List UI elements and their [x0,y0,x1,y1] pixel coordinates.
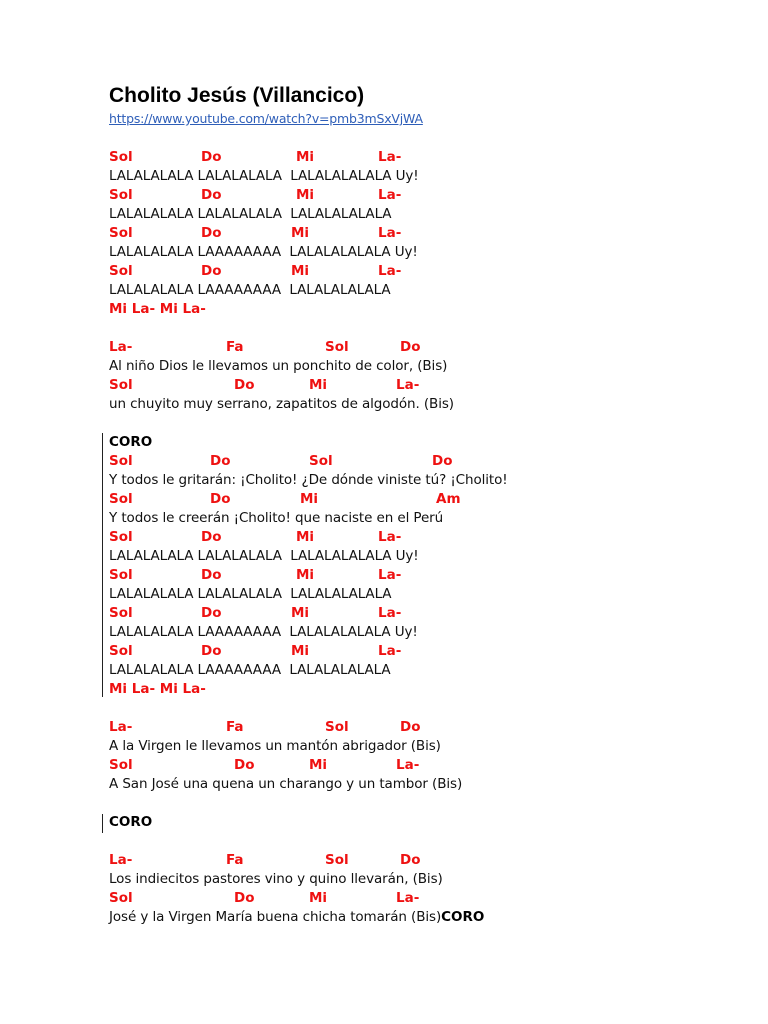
chord-line [109,224,709,243]
chord: Mi [291,225,310,241]
lyric-line: LALALALALA LALALALALA LALALALALALA [109,206,392,222]
inline-coro-label: CORO [441,909,485,925]
chord: Fa [226,719,244,735]
chord: La- [378,225,402,241]
chord: La- [396,377,420,393]
chord: La- [378,263,402,279]
chord: Mi [296,149,315,165]
coro-reference: CORO [109,814,153,830]
chord: Sol [109,757,133,773]
chord: Do [201,529,222,545]
chord-line [109,642,709,661]
chord-ending: Mi La- Mi La- [109,301,206,317]
chord: La- [378,187,402,203]
lyric-line: LALALALALA LALALALALA LALALALALALA [109,586,392,602]
chord: Sol [109,890,133,906]
lyric-line: un chuyito muy serrano, zapatitos de algodón. (Bis) [109,396,454,412]
chord: Do [201,263,222,279]
chord: Sol [109,377,133,393]
chord: La- [109,852,133,868]
chord: Sol [109,453,133,469]
chord: Mi [291,605,310,621]
chord: Sol [325,339,349,355]
chord: La- [378,567,402,583]
chord: La- [378,529,402,545]
chord: Do [201,225,222,241]
chord: Do [201,149,222,165]
lyric-line: LALALALALA LAAAAAAAA LALALALALALA [109,662,391,678]
chord: Sol [109,643,133,659]
chord: Mi [291,263,310,279]
chord: La- [378,605,402,621]
chord-line [109,604,709,623]
chord: Mi [309,757,328,773]
lyric-line: Los indiecitos pastores vino y quino llevarán, (Bis) [109,871,443,887]
chord: La- [396,757,420,773]
chord: Mi [291,643,310,659]
chord-ending: Mi La- Mi La- [109,681,206,697]
chord: Do [201,567,222,583]
youtube-link[interactable]: https://www.youtube.com/watch?v=pmb3mSxVjWA [109,111,423,126]
coro-margin-bar [102,433,103,697]
lyric-line: A San José una quena un charango y un tambor (Bis) [109,776,463,792]
chord: Do [201,187,222,203]
lyric-line: LALALALALA LAAAAAAAA LALALALALALA [109,282,391,298]
chord-line [109,148,709,167]
lyric-line-with-coro [109,908,709,927]
chord: Do [400,719,421,735]
chord: Do [201,643,222,659]
chord: Am [436,491,461,507]
chord-line [109,338,709,357]
coro-margin-bar [102,814,103,833]
chord-line [109,186,709,205]
chord: Sol [109,605,133,621]
chord: La- [378,643,402,659]
chord: Sol [325,719,349,735]
chord: Do [234,757,255,773]
chord: Do [432,453,453,469]
chord: Do [210,491,231,507]
chord: Mi [300,491,319,507]
chord: Sol [109,263,133,279]
chord: Sol [109,529,133,545]
chord: Fa [226,852,244,868]
chord: Sol [325,852,349,868]
chord: Mi [296,567,315,583]
song-title: Cholito Jesús (Villancico) [109,84,365,107]
chord-line [109,452,709,471]
chord-line [109,300,709,319]
chord-line [109,756,709,775]
chord-line [109,566,709,585]
chord-line [109,680,709,699]
chord-line [109,718,709,737]
lyric-text: José y la Virgen María buena chicha tomarán (Bis) [109,909,442,925]
lyric-line: LALALALALA LALALALALA LALALALALALA Uy! [109,168,419,184]
lyric-line: Y todos le gritarán: ¡Cholito! ¿De dónde viniste tú? ¡Cholito! [109,472,508,488]
chord: Do [400,852,421,868]
chord: Mi [296,529,315,545]
chord-line [109,851,709,870]
chord: Sol [109,491,133,507]
chord-line [109,490,709,509]
chord: Do [201,605,222,621]
chord: La- [378,149,402,165]
coro-heading: CORO [109,434,153,450]
chord: La- [109,339,133,355]
chord: Sol [109,149,133,165]
chord-line [109,889,709,908]
chord-line [109,528,709,547]
chord: La- [109,719,133,735]
lyric-line: LALALALALA LAAAAAAAA LALALALALALA Uy! [109,624,418,640]
chord-line [109,262,709,281]
chord: Sol [109,225,133,241]
chord: La- [396,890,420,906]
lyric-line: Al niño Dios le llevamos un ponchito de color, (Bis) [109,358,448,374]
chord: Do [210,453,231,469]
chord: Fa [226,339,244,355]
chord: Sol [109,567,133,583]
chord: Do [234,377,255,393]
chord: Mi [309,890,328,906]
chord: Sol [109,187,133,203]
lyric-line: Y todos le creerán ¡Cholito! que naciste en el Perú [109,510,444,526]
chord: Mi [309,377,328,393]
chord: Do [234,890,255,906]
lyric-line: A la Virgen le llevamos un mantón abrigador (Bis) [109,738,441,754]
chord: Mi [296,187,315,203]
chord-line [109,376,709,395]
lyric-line: LALALALALA LAAAAAAAA LALALALALALA Uy! [109,244,418,260]
chord: Sol [309,453,333,469]
chord: Do [400,339,421,355]
lyric-line: LALALALALA LALALALALA LALALALALALA Uy! [109,548,419,564]
